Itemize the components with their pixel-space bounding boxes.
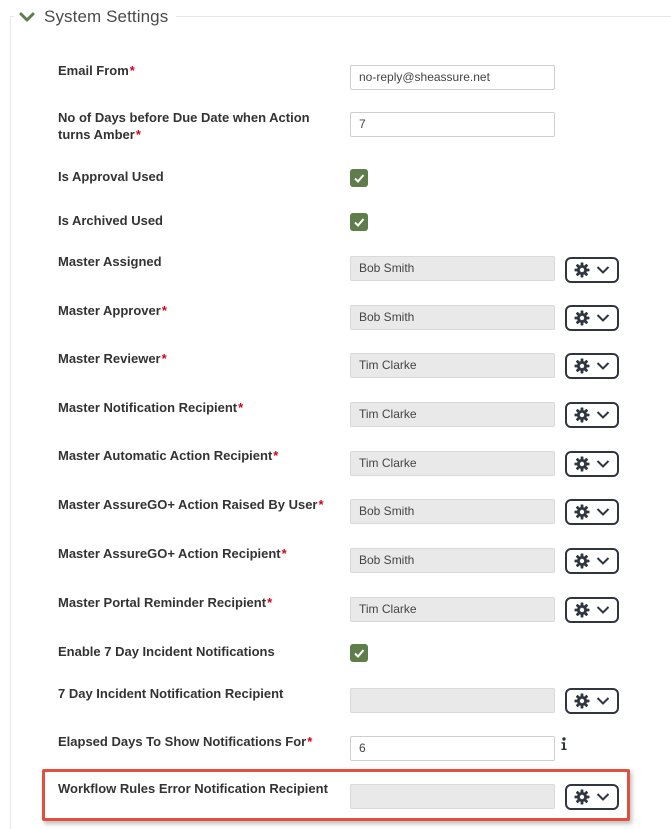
section-header[interactable] — [14, 4, 176, 30]
chevron-down-icon — [596, 605, 610, 615]
chevron-down-icon — [596, 313, 610, 323]
checkmark-icon — [353, 172, 365, 184]
gear-icon — [574, 262, 590, 278]
gear-icon — [574, 553, 590, 569]
gear-icon — [574, 407, 590, 423]
master-automatic-action-recipient-field: Tim Clarke — [350, 451, 555, 476]
master-approver-field: Bob Smith — [350, 305, 555, 330]
chevron-down-icon — [596, 361, 610, 371]
chevron-down-icon — [596, 507, 610, 517]
master-notification-recipient-options-button[interactable] — [565, 402, 619, 428]
master-automatic-action-recipient-label: Master Automatic Action Recipient* — [58, 448, 279, 463]
chevron-down-icon — [596, 265, 610, 275]
is-approval-used-label: Is Approval Used — [58, 169, 164, 184]
master-assigned-options-button[interactable] — [565, 257, 619, 283]
chevron-down-icon[interactable] — [18, 8, 36, 26]
master-notification-recipient-label: Master Notification Recipient* — [58, 400, 244, 415]
master-assurego-recipient-field: Bob Smith — [350, 548, 555, 573]
gear-icon — [574, 456, 590, 472]
gear-icon — [574, 693, 590, 709]
email-from-label: Email From* — [58, 63, 135, 78]
master-assurego-raised-by-field: Bob Smith — [350, 499, 555, 524]
email-from-input[interactable]: no-reply@sheassure.net — [350, 65, 555, 90]
chevron-down-icon — [596, 459, 610, 469]
master-portal-reminder-label: Master Portal Reminder Recipient* — [58, 595, 273, 610]
master-assurego-recipient-options-button[interactable] — [565, 548, 619, 574]
checkmark-icon — [353, 647, 365, 659]
master-approver-label: Master Approver* — [58, 303, 167, 318]
incident-7day-recipient-options-button[interactable] — [565, 688, 619, 714]
info-icon[interactable] — [560, 737, 568, 751]
is-approval-used-checkbox[interactable] — [350, 169, 368, 187]
chevron-down-icon — [596, 556, 610, 566]
master-automatic-action-recipient-options-button[interactable] — [565, 451, 619, 477]
master-reviewer-options-button[interactable] — [565, 353, 619, 379]
master-notification-recipient-field: Tim Clarke — [350, 402, 555, 427]
incident-7day-recipient-field — [350, 688, 555, 713]
chevron-down-icon — [596, 410, 610, 420]
master-portal-reminder-options-button[interactable] — [565, 597, 619, 623]
chevron-down-icon — [596, 696, 610, 706]
workflow-error-recipient-label: Workflow Rules Error Notification Recipient — [58, 781, 328, 796]
highlight-annotation-box — [42, 769, 630, 821]
master-assigned-field: Bob Smith — [350, 256, 555, 281]
section-title: System Settings — [44, 7, 169, 26]
gear-icon — [574, 504, 590, 520]
master-reviewer-label: Master Reviewer* — [58, 351, 167, 366]
master-approver-options-button[interactable] — [565, 305, 619, 331]
master-assurego-recipient-label: Master AssureGO+ Action Recipient* — [58, 546, 287, 561]
elapsed-days-input[interactable]: 6 — [350, 736, 555, 761]
is-archived-used-label: Is Archived Used — [58, 213, 164, 228]
gear-icon — [574, 310, 590, 326]
elapsed-days-label: Elapsed Days To Show Notifications For* — [58, 734, 313, 749]
gear-icon — [574, 358, 590, 374]
gear-icon — [574, 602, 590, 618]
is-archived-used-checkbox[interactable] — [350, 213, 368, 231]
master-portal-reminder-field: Tim Clarke — [350, 597, 555, 622]
days-before-due-input[interactable]: 7 — [350, 112, 555, 137]
master-reviewer-field: Tim Clarke — [350, 353, 555, 378]
master-assurego-raised-by-options-button[interactable] — [565, 499, 619, 525]
incident-7day-recipient-label: 7 Day Incident Notification Recipient — [58, 686, 284, 701]
enable-7day-checkbox[interactable] — [350, 644, 368, 662]
checkmark-icon — [353, 216, 365, 228]
master-assigned-label: Master Assigned — [58, 254, 162, 269]
enable-7day-label: Enable 7 Day Incident Notifications — [58, 644, 275, 659]
master-assurego-raised-by-label: Master AssureGO+ Action Raised By User* — [58, 497, 324, 512]
days-before-due-label: No of Days before Due Date when Action turns Amber* — [58, 110, 310, 142]
